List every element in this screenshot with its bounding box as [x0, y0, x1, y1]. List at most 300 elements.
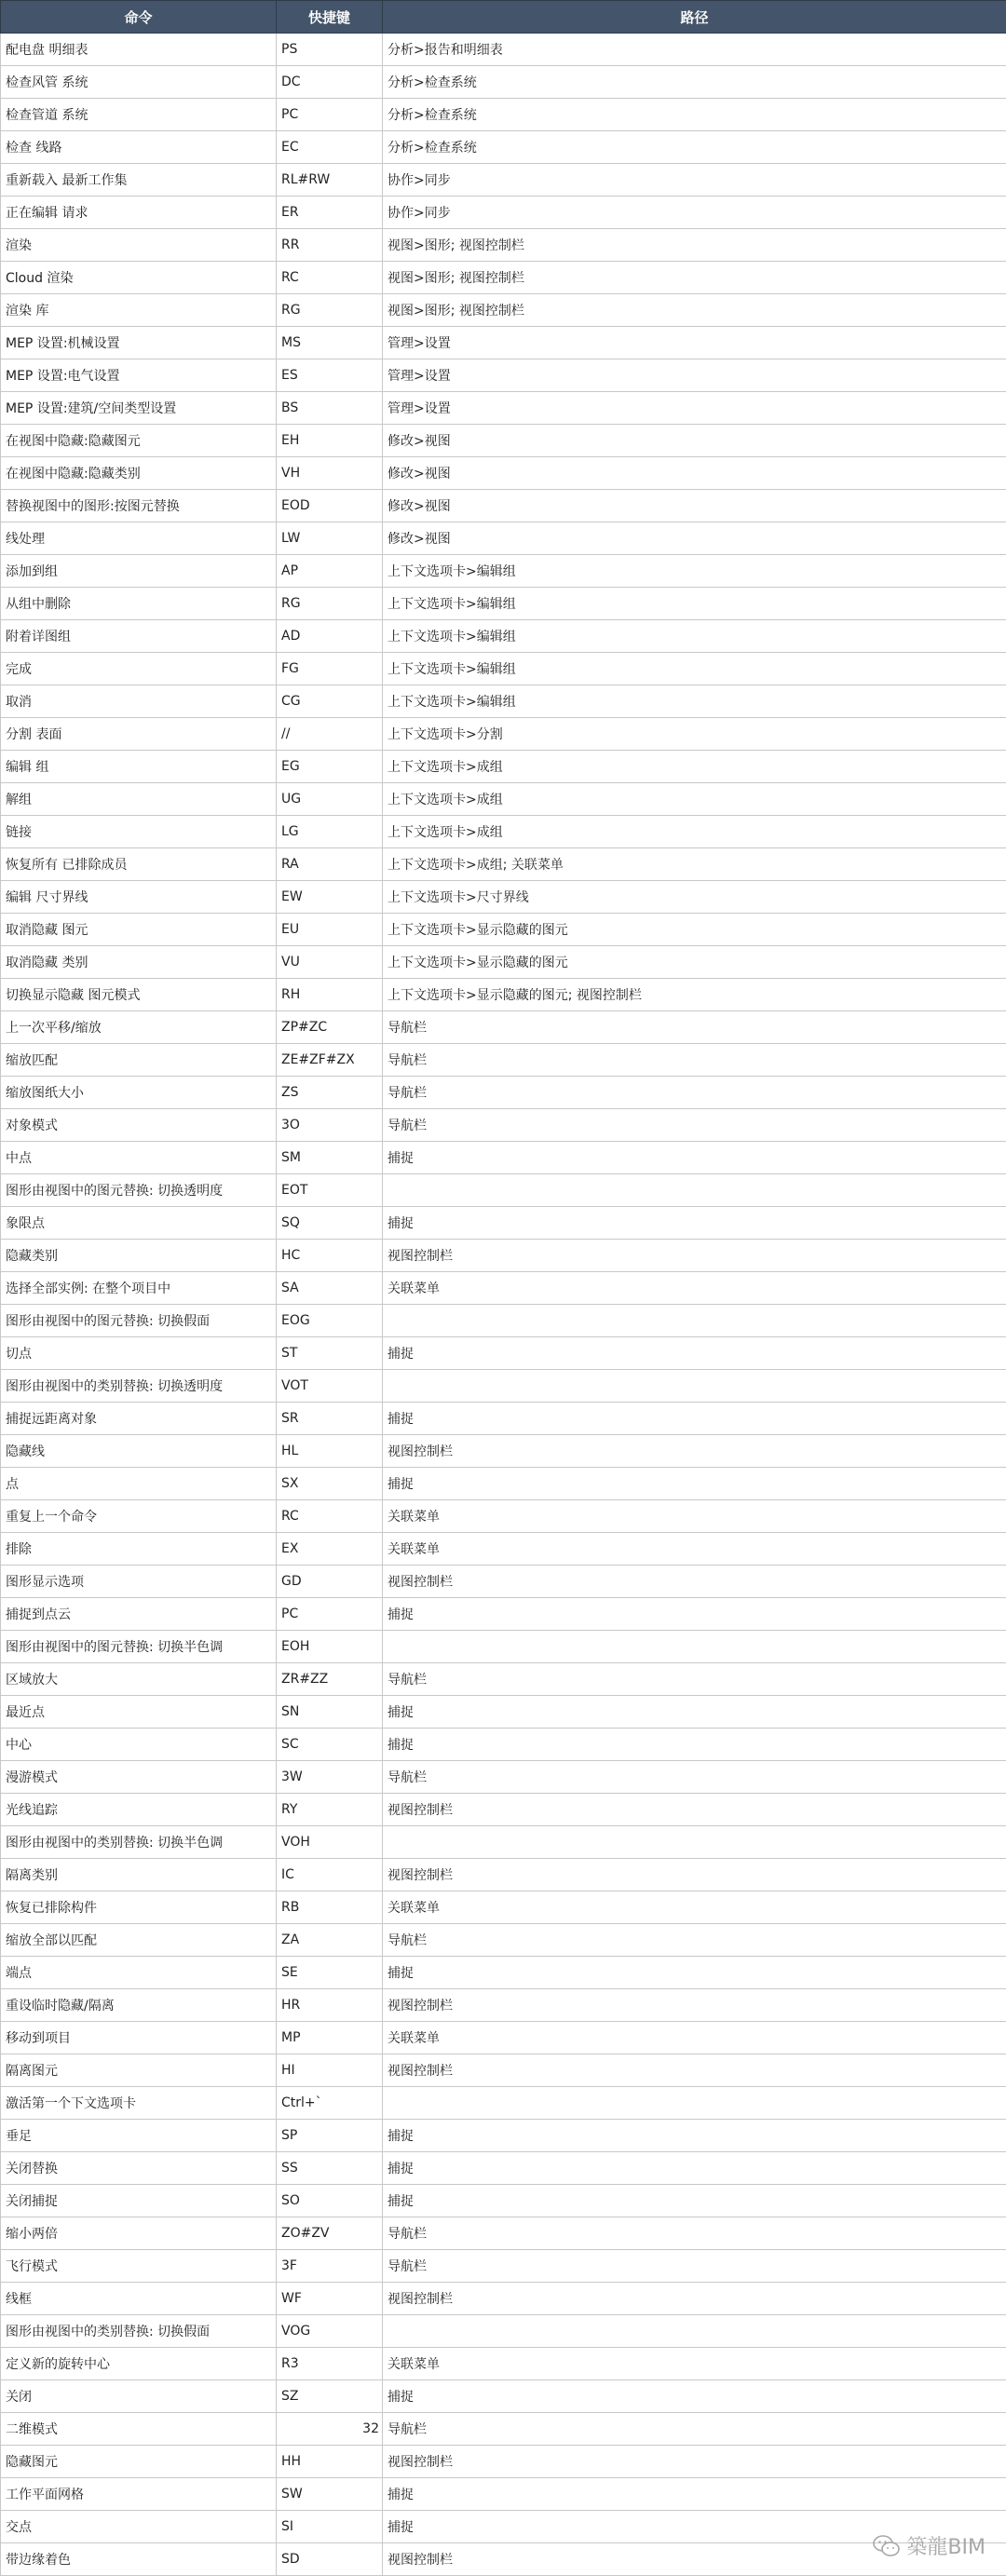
cell-shortcut: ZR#ZZ	[277, 1663, 383, 1696]
cell-shortcut: EOT	[277, 1174, 383, 1207]
cell-shortcut: //	[277, 718, 383, 751]
cell-shortcut: MS	[277, 327, 383, 359]
cell-path: 捕捉	[383, 2120, 1006, 2152]
table-row	[1, 1109, 1006, 1142]
cell-shortcut: EU	[277, 914, 383, 946]
cell-command: 二维模式	[1, 2413, 277, 2446]
table-row	[1, 1957, 1006, 1989]
cell-command: 在视图中隐藏:隐藏类别	[1, 457, 277, 490]
cell-path: 上下文选项卡>编辑组	[383, 620, 1006, 653]
cell-shortcut: PS	[277, 34, 383, 66]
cell-path: 上下文选项卡>成组	[383, 816, 1006, 848]
cell-command: 渲染	[1, 229, 277, 262]
cell-command: 关闭	[1, 2380, 277, 2413]
cell-command: 光线追踪	[1, 1794, 277, 1826]
table-row	[1, 653, 1006, 685]
table-row	[1, 1403, 1006, 1435]
cell-shortcut: EX	[277, 1533, 383, 1566]
table-row	[1, 1044, 1006, 1077]
table-row	[1, 99, 1006, 131]
table-row	[1, 914, 1006, 946]
cell-path: 导航栏	[383, 2413, 1006, 2446]
cell-command: 重新载入 最新工作集	[1, 164, 277, 197]
cell-path	[383, 2087, 1006, 2120]
cell-shortcut: SE	[277, 1957, 383, 1989]
cell-shortcut: AD	[277, 620, 383, 653]
cell-path: 视图控制栏	[383, 1989, 1006, 2022]
cell-command: 缩放全部以匹配	[1, 1924, 277, 1957]
table-row	[1, 1207, 1006, 1240]
table-row	[1, 1891, 1006, 1924]
table-row	[1, 197, 1006, 229]
cell-command: 图形由视图中的类别替换: 切换透明度	[1, 1370, 277, 1403]
cell-command: 移动到项目	[1, 2022, 277, 2054]
cell-shortcut: R3	[277, 2348, 383, 2380]
cell-shortcut: HC	[277, 1240, 383, 1272]
table-row	[1, 2185, 1006, 2217]
cell-command: 图形显示选项	[1, 1566, 277, 1598]
cell-command: 恢复所有 已排除成员	[1, 848, 277, 881]
cell-command: 图形由视图中的图元替换: 切换透明度	[1, 1174, 277, 1207]
cell-shortcut: SM	[277, 1142, 383, 1174]
cell-path: 关联菜单	[383, 1533, 1006, 1566]
table-row	[1, 2511, 1006, 2543]
table-row	[1, 1696, 1006, 1729]
table-row	[1, 848, 1006, 881]
header-row	[1, 1, 1006, 34]
cell-command: 关闭捕捉	[1, 2185, 277, 2217]
cell-path: 视图控制栏	[383, 1794, 1006, 1826]
cell-command: 图形由视图中的类别替换: 切换半色调	[1, 1826, 277, 1859]
cell-shortcut: RA	[277, 848, 383, 881]
cell-shortcut: SR	[277, 1403, 383, 1435]
cell-shortcut: RL#RW	[277, 164, 383, 197]
table-row	[1, 2054, 1006, 2087]
cell-command: 中点	[1, 1142, 277, 1174]
header-command: 命令	[1, 1, 277, 34]
cell-command: 隔离图元	[1, 2054, 277, 2087]
cell-path: 捕捉	[383, 1729, 1006, 1761]
cell-shortcut: AP	[277, 555, 383, 588]
table-row	[1, 2283, 1006, 2315]
cell-shortcut: SX	[277, 1468, 383, 1500]
cell-path: 分析>检查系统	[383, 131, 1006, 164]
table-row	[1, 946, 1006, 979]
cell-command: 恢复已排除构件	[1, 1891, 277, 1924]
cell-shortcut: BS	[277, 392, 383, 425]
cell-shortcut: FG	[277, 653, 383, 685]
table-row	[1, 1924, 1006, 1957]
table-row	[1, 1272, 1006, 1305]
table-row	[1, 1240, 1006, 1272]
table-row	[1, 620, 1006, 653]
cell-path	[383, 2315, 1006, 2348]
cell-path: 上下文选项卡>分割	[383, 718, 1006, 751]
cell-path: 导航栏	[383, 1109, 1006, 1142]
cell-shortcut: SD	[277, 2543, 383, 2576]
cell-command: 点	[1, 1468, 277, 1500]
table-row	[1, 1826, 1006, 1859]
cell-shortcut: VH	[277, 457, 383, 490]
header-path: 路径	[383, 1, 1006, 34]
cell-shortcut: 3F	[277, 2250, 383, 2283]
cell-path: 视图控制栏	[383, 1435, 1006, 1468]
cell-command: MEP 设置:电气设置	[1, 359, 277, 392]
table-row	[1, 1011, 1006, 1044]
table-row	[1, 783, 1006, 816]
cell-shortcut: SO	[277, 2185, 383, 2217]
cell-shortcut: IC	[277, 1859, 383, 1891]
cell-path: 上下文选项卡>成组	[383, 751, 1006, 783]
cell-path: 修改>视图	[383, 425, 1006, 457]
table-row	[1, 2087, 1006, 2120]
cell-command: 定义新的旋转中心	[1, 2348, 277, 2380]
cell-path: 导航栏	[383, 1761, 1006, 1794]
cell-command: 完成	[1, 653, 277, 685]
cell-shortcut: EC	[277, 131, 383, 164]
table-row	[1, 66, 1006, 99]
cell-path: 捕捉	[383, 1696, 1006, 1729]
table-row	[1, 1989, 1006, 2022]
cell-command: 图形由视图中的类别替换: 切换假面	[1, 2315, 277, 2348]
cell-shortcut: EOG	[277, 1305, 383, 1337]
cell-path: 导航栏	[383, 1011, 1006, 1044]
cell-command: 象限点	[1, 1207, 277, 1240]
cell-path: 上下文选项卡>尺寸界线	[383, 881, 1006, 914]
table-row	[1, 2348, 1006, 2380]
table-row	[1, 1468, 1006, 1500]
cell-command: 对象模式	[1, 1109, 277, 1142]
cell-shortcut: VOG	[277, 2315, 383, 2348]
cell-command: 缩小两倍	[1, 2217, 277, 2250]
table-row	[1, 1663, 1006, 1696]
table-row	[1, 229, 1006, 262]
table-row	[1, 2217, 1006, 2250]
cell-command: 飞行模式	[1, 2250, 277, 2283]
cell-shortcut: CG	[277, 685, 383, 718]
cell-shortcut: RB	[277, 1891, 383, 1924]
cell-path: 修改>视图	[383, 522, 1006, 555]
cell-command: 取消	[1, 685, 277, 718]
cell-command: 重复上一个命令	[1, 1500, 277, 1533]
cell-shortcut: SW	[277, 2478, 383, 2511]
cell-path: 视图控制栏	[383, 1240, 1006, 1272]
watermark-text: 築龍BIM	[906, 2531, 986, 2560]
cell-command: 添加到组	[1, 555, 277, 588]
cell-path	[383, 1631, 1006, 1663]
cell-shortcut: SQ	[277, 1207, 383, 1240]
cell-path: 视图控制栏	[383, 2446, 1006, 2478]
cell-path: 捕捉	[383, 1468, 1006, 1500]
cell-command: 解组	[1, 783, 277, 816]
cell-path: 上下文选项卡>成组; 关联菜单	[383, 848, 1006, 881]
cell-shortcut: SP	[277, 2120, 383, 2152]
cell-path: 视图>图形; 视图控制栏	[383, 262, 1006, 294]
cell-command: MEP 设置:机械设置	[1, 327, 277, 359]
table-row	[1, 555, 1006, 588]
cell-shortcut: EW	[277, 881, 383, 914]
cell-path: 上下文选项卡>显示隐藏的图元; 视图控制栏	[383, 979, 1006, 1011]
table-row	[1, 359, 1006, 392]
cell-path: 视图控制栏	[383, 2283, 1006, 2315]
cell-shortcut: SA	[277, 1272, 383, 1305]
cell-path: 管理>设置	[383, 392, 1006, 425]
cell-path: 捕捉	[383, 2478, 1006, 2511]
cell-shortcut: WF	[277, 2283, 383, 2315]
table-row	[1, 131, 1006, 164]
cell-command: 切点	[1, 1337, 277, 1370]
cell-command: 捕捉远距离对象	[1, 1403, 277, 1435]
cell-command: 带边缘着色	[1, 2543, 277, 2576]
table-row	[1, 1500, 1006, 1533]
cell-path: 捕捉	[383, 1403, 1006, 1435]
cell-command: 在视图中隐藏:隐藏图元	[1, 425, 277, 457]
cell-shortcut: EH	[277, 425, 383, 457]
cell-shortcut: ZO#ZV	[277, 2217, 383, 2250]
cell-path: 上下文选项卡>编辑组	[383, 588, 1006, 620]
watermark	[873, 2531, 986, 2560]
cell-path: 分析>检查系统	[383, 99, 1006, 131]
cell-command: 检查管道 系统	[1, 99, 277, 131]
cell-path: 关联菜单	[383, 2348, 1006, 2380]
cell-shortcut: SI	[277, 2511, 383, 2543]
cell-path: 关联菜单	[383, 2022, 1006, 2054]
table-row	[1, 2446, 1006, 2478]
cell-path: 视图控制栏	[383, 2054, 1006, 2087]
cell-path: 协作>同步	[383, 197, 1006, 229]
table-row	[1, 1142, 1006, 1174]
table-row	[1, 1174, 1006, 1207]
header-shortcut: 快捷键	[277, 1, 383, 34]
table-row	[1, 490, 1006, 522]
table-row	[1, 2478, 1006, 2511]
cell-command: 关闭替换	[1, 2152, 277, 2185]
cell-path: 捕捉	[383, 1957, 1006, 1989]
cell-shortcut: MP	[277, 2022, 383, 2054]
cell-command: 检查风管 系统	[1, 66, 277, 99]
table-row	[1, 1631, 1006, 1663]
cell-path: 上下文选项卡>显示隐藏的图元	[383, 946, 1006, 979]
cell-shortcut: ZE#ZF#ZX	[277, 1044, 383, 1077]
cell-shortcut: RH	[277, 979, 383, 1011]
cell-path: 捕捉	[383, 2380, 1006, 2413]
table-row	[1, 294, 1006, 327]
cell-command: 取消隐藏 类别	[1, 946, 277, 979]
cell-command: 线框	[1, 2283, 277, 2315]
cell-path	[383, 1174, 1006, 1207]
cell-command: 从组中删除	[1, 588, 277, 620]
cell-path: 视图控制栏	[383, 1859, 1006, 1891]
table-row	[1, 1305, 1006, 1337]
cell-path: 修改>视图	[383, 457, 1006, 490]
cell-shortcut: SZ	[277, 2380, 383, 2413]
table-row	[1, 2152, 1006, 2185]
cell-shortcut: LW	[277, 522, 383, 555]
cell-command: 缩放匹配	[1, 1044, 277, 1077]
cell-command: 重设临时隐藏/隔离	[1, 1989, 277, 2022]
cell-shortcut: 3W	[277, 1761, 383, 1794]
cell-command: MEP 设置:建筑/空间类型设置	[1, 392, 277, 425]
cell-path: 上下文选项卡>编辑组	[383, 555, 1006, 588]
cell-shortcut: UG	[277, 783, 383, 816]
cell-path: 捕捉	[383, 1598, 1006, 1631]
cell-path: 视图控制栏	[383, 2543, 1006, 2576]
table-row	[1, 522, 1006, 555]
cell-command: 排除	[1, 1533, 277, 1566]
cell-shortcut: ZS	[277, 1077, 383, 1109]
cell-command: 检查 线路	[1, 131, 277, 164]
cell-shortcut: VOH	[277, 1826, 383, 1859]
cell-shortcut: RR	[277, 229, 383, 262]
cell-command: 选择全部实例: 在整个项目中	[1, 1272, 277, 1305]
cell-command: 工作平面网格	[1, 2478, 277, 2511]
cell-shortcut: GD	[277, 1566, 383, 1598]
cell-command: 图形由视图中的图元替换: 切换半色调	[1, 1631, 277, 1663]
cell-path: 视图>图形; 视图控制栏	[383, 294, 1006, 327]
cell-command: 上一次平移/缩放	[1, 1011, 277, 1044]
table-row	[1, 1598, 1006, 1631]
table-row	[1, 425, 1006, 457]
cell-shortcut: 32	[277, 2413, 383, 2446]
table-row	[1, 457, 1006, 490]
cell-path: 捕捉	[383, 1142, 1006, 1174]
table-row	[1, 718, 1006, 751]
table-row	[1, 1370, 1006, 1403]
cell-shortcut: VU	[277, 946, 383, 979]
table-row	[1, 327, 1006, 359]
table-row	[1, 2543, 1006, 2576]
cell-shortcut: RG	[277, 588, 383, 620]
cell-command: 区域放大	[1, 1663, 277, 1696]
cell-path: 导航栏	[383, 1044, 1006, 1077]
cell-shortcut: ST	[277, 1337, 383, 1370]
cell-path	[383, 1305, 1006, 1337]
cell-path: 视图控制栏	[383, 1566, 1006, 1598]
table-row	[1, 1337, 1006, 1370]
cell-shortcut: HR	[277, 1989, 383, 2022]
table-row	[1, 2250, 1006, 2283]
cell-command: 漫游模式	[1, 1761, 277, 1794]
cell-command: 附着详图组	[1, 620, 277, 653]
cell-command: 隔离类别	[1, 1859, 277, 1891]
cell-path: 捕捉	[383, 2185, 1006, 2217]
cell-shortcut: HH	[277, 2446, 383, 2478]
table-row	[1, 2380, 1006, 2413]
cell-path	[383, 1370, 1006, 1403]
table-row	[1, 751, 1006, 783]
cell-command: 隐藏类别	[1, 1240, 277, 1272]
table-row	[1, 2413, 1006, 2446]
table-row	[1, 1761, 1006, 1794]
cell-shortcut: EG	[277, 751, 383, 783]
cell-path: 导航栏	[383, 2217, 1006, 2250]
cell-command: 隐藏线	[1, 1435, 277, 1468]
cell-command: 垂足	[1, 2120, 277, 2152]
cell-shortcut: ES	[277, 359, 383, 392]
cell-path: 上下文选项卡>编辑组	[383, 685, 1006, 718]
cell-shortcut: HI	[277, 2054, 383, 2087]
table-row	[1, 1859, 1006, 1891]
cell-shortcut: RY	[277, 1794, 383, 1826]
cell-path: 视图>图形; 视图控制栏	[383, 229, 1006, 262]
cell-path	[383, 1826, 1006, 1859]
table-row	[1, 262, 1006, 294]
cell-shortcut: RG	[277, 294, 383, 327]
cell-path: 上下文选项卡>显示隐藏的图元	[383, 914, 1006, 946]
cell-command: 捕捉到点云	[1, 1598, 277, 1631]
cell-path: 关联菜单	[383, 1500, 1006, 1533]
cell-path: 上下文选项卡>编辑组	[383, 653, 1006, 685]
table-header	[1, 1, 1006, 34]
cell-command: Cloud 渲染	[1, 262, 277, 294]
cell-command: 取消隐藏 图元	[1, 914, 277, 946]
cell-shortcut: SC	[277, 1729, 383, 1761]
cell-path: 关联菜单	[383, 1272, 1006, 1305]
table-body	[1, 34, 1006, 2576]
cell-command: 编辑 组	[1, 751, 277, 783]
cell-shortcut: RC	[277, 1500, 383, 1533]
cell-shortcut: ZP#ZC	[277, 1011, 383, 1044]
cell-path: 捕捉	[383, 1337, 1006, 1370]
cell-shortcut: PC	[277, 99, 383, 131]
cell-path: 上下文选项卡>成组	[383, 783, 1006, 816]
table-row	[1, 1729, 1006, 1761]
table-row	[1, 1077, 1006, 1109]
cell-command: 端点	[1, 1957, 277, 1989]
cell-shortcut: ZA	[277, 1924, 383, 1957]
table-row	[1, 685, 1006, 718]
cell-command: 配电盘 明细表	[1, 34, 277, 66]
cell-path: 管理>设置	[383, 359, 1006, 392]
table-row	[1, 2120, 1006, 2152]
wechat-icon	[873, 2534, 901, 2558]
table-row	[1, 392, 1006, 425]
cell-shortcut: SN	[277, 1696, 383, 1729]
cell-command: 交点	[1, 2511, 277, 2543]
table-row	[1, 816, 1006, 848]
cell-command: 渲染 库	[1, 294, 277, 327]
cell-command: 图形由视图中的图元替换: 切换假面	[1, 1305, 277, 1337]
cell-command: 缩放图纸大小	[1, 1077, 277, 1109]
cell-shortcut: EOD	[277, 490, 383, 522]
cell-path: 捕捉	[383, 2511, 1006, 2543]
cell-command: 链接	[1, 816, 277, 848]
cell-shortcut: LG	[277, 816, 383, 848]
cell-path: 导航栏	[383, 2250, 1006, 2283]
cell-shortcut: HL	[277, 1435, 383, 1468]
table-row	[1, 1533, 1006, 1566]
cell-command: 线处理	[1, 522, 277, 555]
cell-shortcut: VOT	[277, 1370, 383, 1403]
cell-command: 正在编辑 请求	[1, 197, 277, 229]
cell-command: 激活第一个下文选项卡	[1, 2087, 277, 2120]
table-row	[1, 979, 1006, 1011]
table-row	[1, 34, 1006, 66]
cell-path: 管理>设置	[383, 327, 1006, 359]
cell-command: 最近点	[1, 1696, 277, 1729]
cell-command: 隐藏图元	[1, 2446, 277, 2478]
table-row	[1, 588, 1006, 620]
table-row	[1, 164, 1006, 197]
cell-shortcut: DC	[277, 66, 383, 99]
table-row	[1, 881, 1006, 914]
cell-shortcut: EOH	[277, 1631, 383, 1663]
cell-command: 切换显示隐藏 图元模式	[1, 979, 277, 1011]
table-row	[1, 1566, 1006, 1598]
cell-shortcut: Ctrl+`	[277, 2087, 383, 2120]
cell-path: 捕捉	[383, 1207, 1006, 1240]
cell-shortcut: RC	[277, 262, 383, 294]
